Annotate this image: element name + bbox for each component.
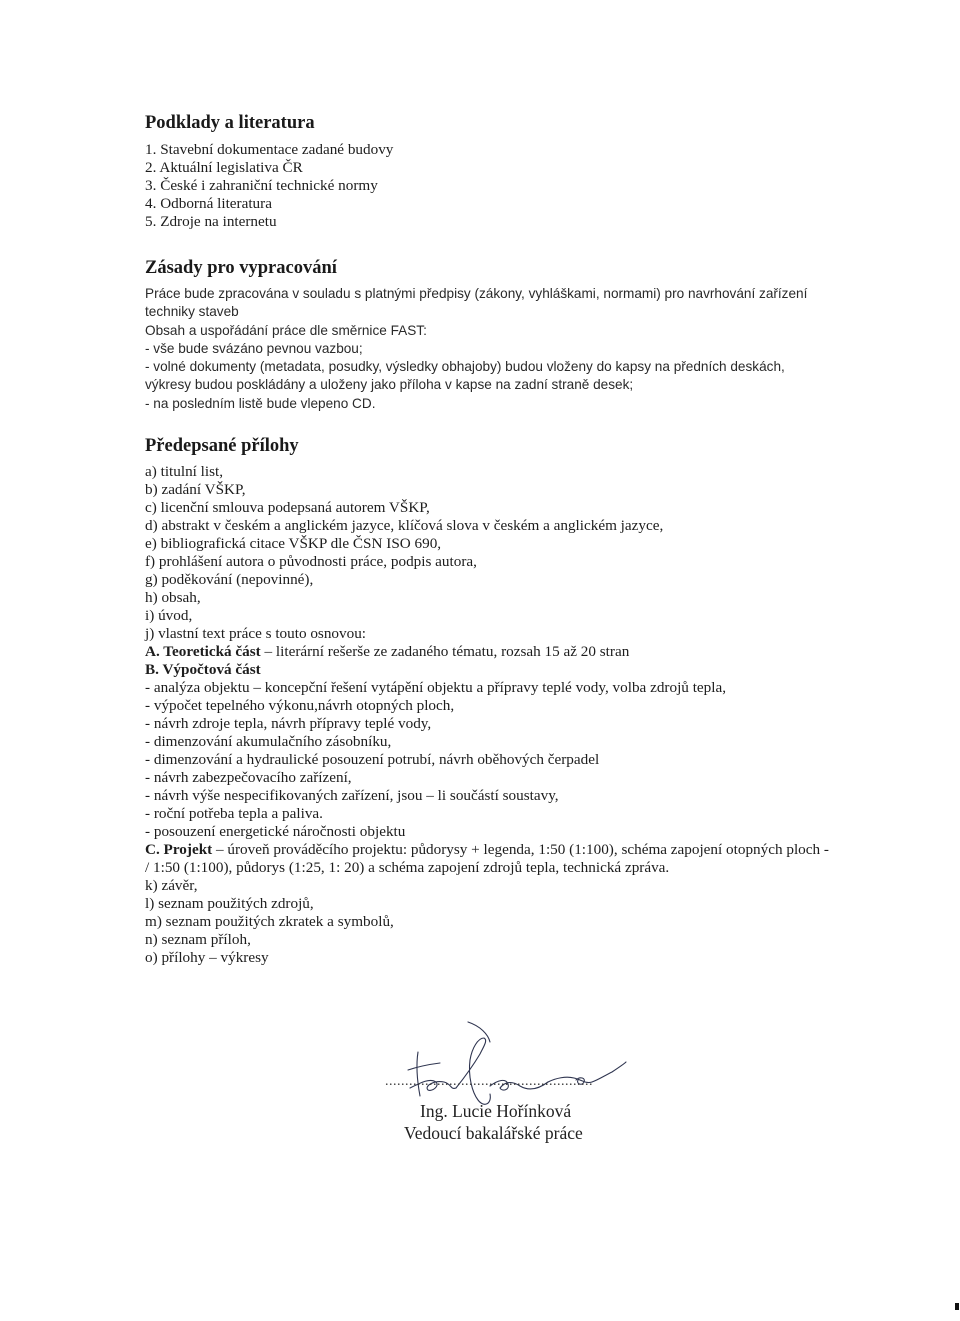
text-line: - volné dokumenty (metadata, posudky, výsledky obhajoby) budou vloženy do kapsy na předních deskách, xyxy=(145,359,785,375)
principles-text xyxy=(145,285,807,413)
list-item: 5. Zdroje na internetu xyxy=(145,213,277,230)
outline-part-a xyxy=(145,643,829,661)
list-item: - dimenzování a hydraulické posouzení potrubí, návrh oběhových čerpadel xyxy=(145,751,600,768)
list-item: l) seznam použitých zdrojů, xyxy=(145,895,314,912)
list-item: g) poděkování (nepovinné), xyxy=(145,571,314,588)
signature-line: .................................................... xyxy=(385,1074,593,1089)
list-item: / 1:50 (1:100), půdorys (1:25, 1: 20) a schéma zapojení zdrojů tepla, technická zpráva. xyxy=(145,859,670,876)
list-item: - posouzení energetické náročnosti objektu xyxy=(145,823,406,840)
sources-heading: Podklady a literatura xyxy=(145,113,315,133)
list-item: k) závěr, xyxy=(145,877,198,894)
edge-mark xyxy=(955,1303,959,1310)
list-item: m) seznam použitých zkratek a symbolů, xyxy=(145,913,394,930)
list-item: e) bibliografická citace VŠKP dle ČSN ISO 690, xyxy=(145,535,442,552)
list-item: 3. České i zahraniční technické normy xyxy=(145,177,378,194)
signatory-name: Ing. Lucie Hořínková xyxy=(420,1101,572,1121)
part-c-text: – úroveň prováděcího projektu: půdorysy + legenda, 1:50 (1:100), schéma zapojení otopných ploch - xyxy=(212,841,829,858)
signatory-role: Vedoucí bakalářské práce xyxy=(404,1123,583,1143)
list-item: o) přílohy – výkresy xyxy=(145,949,269,966)
outline-part-b xyxy=(145,661,829,679)
list-item: - výpočet tepelného výkonu,návrh otopných ploch, xyxy=(145,697,455,714)
list-item: f) prohlášení autora o původnosti práce, podpis autora, xyxy=(145,553,477,570)
text-line: Práce bude zpracována v souladu s platnými předpisy (zákony, vyhláškami, normami) pro navrhování zařízení xyxy=(145,286,808,301)
outline-part-c xyxy=(145,841,829,859)
list-item: - návrh výše nespecifikovaných zařízení, jsou – li součástí soustavy, xyxy=(145,787,559,804)
text-line: výkresy budou poskládány a uloženy jako příloha v kapse na zadní straně desek; xyxy=(145,377,634,393)
attachments-list xyxy=(145,463,829,967)
list-item: - dimenzování akumulačního zásobníku, xyxy=(145,733,392,750)
list-item: 1. Stavební dokumentace zadané budovy xyxy=(145,141,394,158)
text-line: techniky staveb xyxy=(145,304,239,320)
list-item: n) seznam příloh, xyxy=(145,931,251,948)
part-b-title: B. Výpočtová část xyxy=(145,661,261,678)
list-item: 4. Odborná literatura xyxy=(145,195,272,212)
list-item: d) abstrakt v českém a anglickém jazyce, klíčová slova v českém a anglickém jazyce, xyxy=(145,517,664,534)
part-a-text: – literární rešerše ze zadaného tématu, rozsah 15 až 20 stran xyxy=(260,643,630,660)
list-item: a) titulní list, xyxy=(145,463,224,480)
text-line: - na posledním listě bude vlepeno CD. xyxy=(145,395,376,411)
attachments-heading: Předepsané přílohy xyxy=(145,436,299,456)
sources-list xyxy=(145,141,393,231)
part-c-title: C. Projekt xyxy=(145,841,213,858)
list-item: 2. Aktuální legislativa ČR xyxy=(145,159,303,176)
principles-heading: Zásady pro vypracování xyxy=(145,258,337,278)
list-item: - roční potřeba tepla a paliva. xyxy=(145,805,323,822)
list-item: c) licenční smlouva podepsaná autorem VŠKP, xyxy=(145,499,430,516)
part-a-title: A. Teoretická část xyxy=(145,643,261,660)
list-item: b) zadání VŠKP, xyxy=(145,481,246,498)
text-line: - vše bude svázáno pevnou vazbou; xyxy=(145,340,363,356)
list-item: h) obsah, xyxy=(145,589,201,606)
list-item: i) úvod, xyxy=(145,607,193,624)
text-line: Obsah a uspořádání práce dle směrnice FAST: xyxy=(145,322,427,338)
list-item: - analýza objektu – koncepční řešení vytápění objektu a přípravy teplé vody, volba zdrojů tepla, xyxy=(145,679,727,696)
list-item: j) vlastní text práce s touto osnovou: xyxy=(145,625,367,642)
list-item: - návrh zabezpečovacího zařízení, xyxy=(145,769,352,786)
list-item: - návrh zdroje tepla, návrh přípravy teplé vody, xyxy=(145,715,432,732)
